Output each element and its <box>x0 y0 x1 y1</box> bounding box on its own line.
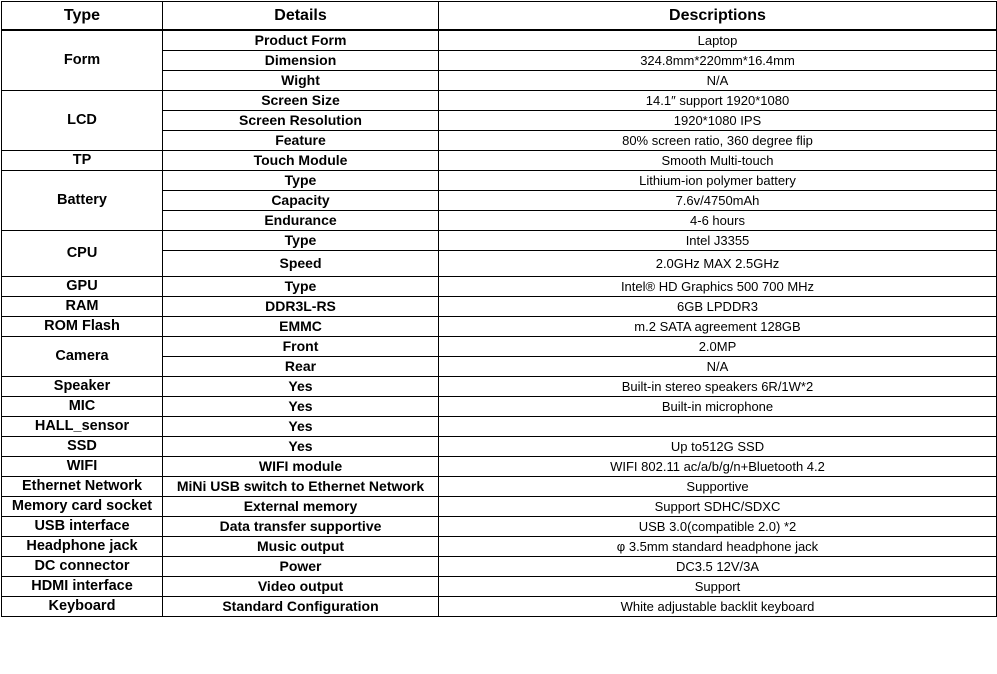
table-row <box>2 437 997 457</box>
type-cell-form: Form <box>2 30 163 91</box>
details-cell: Product Form <box>163 30 439 51</box>
table-row <box>2 317 997 337</box>
description-cell: Up to512G SSD <box>439 437 997 457</box>
details-cell: Yes <box>163 377 439 397</box>
type-cell-usb-interface: USB interface <box>2 517 163 537</box>
description-cell: 324.8mm*220mm*16.4mm <box>439 51 997 71</box>
table-row <box>2 477 997 497</box>
details-cell: Dimension <box>163 51 439 71</box>
table-row <box>2 277 997 297</box>
details-cell: Yes <box>163 397 439 417</box>
description-cell: Lithium-ion polymer battery <box>439 171 997 191</box>
details-cell: Front <box>163 337 439 357</box>
details-cell: Yes <box>163 437 439 457</box>
description-cell: USB 3.0(compatible 2.0) *2 <box>439 517 997 537</box>
description-cell <box>439 417 997 437</box>
table-row <box>2 337 997 357</box>
spec-table <box>1 1 997 617</box>
details-cell: Rear <box>163 357 439 377</box>
table-row <box>2 577 997 597</box>
description-cell: White adjustable backlit keyboard <box>439 597 997 617</box>
details-cell: Yes <box>163 417 439 437</box>
description-cell: DC3.5 12V/3A <box>439 557 997 577</box>
table-row <box>2 91 997 111</box>
table-row <box>2 517 997 537</box>
description-cell: N/A <box>439 357 997 377</box>
table-row <box>2 497 997 517</box>
details-cell: Capacity <box>163 191 439 211</box>
description-cell: 2.0MP <box>439 337 997 357</box>
type-cell-tp: TP <box>2 151 163 171</box>
table-row <box>2 297 997 317</box>
details-cell: Type <box>163 171 439 191</box>
description-cell: m.2 SATA agreement 128GB <box>439 317 997 337</box>
type-cell-ethernet-network: Ethernet Network <box>2 477 163 497</box>
table-row <box>2 457 997 477</box>
table-row <box>2 597 997 617</box>
details-cell: MiNi USB switch to Ethernet Network <box>163 477 439 497</box>
type-cell-camera: Camera <box>2 337 163 377</box>
type-cell-dc-connector: DC connector <box>2 557 163 577</box>
type-cell-memory-card-socket: Memory card socket <box>2 497 163 517</box>
table-row <box>2 171 997 191</box>
description-cell: 6GB LPDDR3 <box>439 297 997 317</box>
details-cell: Feature <box>163 131 439 151</box>
table-row <box>2 377 997 397</box>
description-cell: Laptop <box>439 30 997 51</box>
details-cell: Speed <box>163 251 439 277</box>
type-cell-keyboard: Keyboard <box>2 597 163 617</box>
description-cell: 2.0GHz MAX 2.5GHz <box>439 251 997 277</box>
description-cell: φ 3.5mm standard headphone jack <box>439 537 997 557</box>
spec-table-body <box>2 30 997 617</box>
description-cell: Support SDHC/SDXC <box>439 497 997 517</box>
details-cell: DDR3L-RS <box>163 297 439 317</box>
description-cell: Smooth Multi-touch <box>439 151 997 171</box>
description-cell: Support <box>439 577 997 597</box>
details-cell: Type <box>163 277 439 297</box>
table-row <box>2 30 997 51</box>
header-descriptions: Descriptions <box>439 2 997 31</box>
type-cell-wifi: WIFI <box>2 457 163 477</box>
details-cell: External memory <box>163 497 439 517</box>
type-cell-mic: MIC <box>2 397 163 417</box>
type-cell-speaker: Speaker <box>2 377 163 397</box>
type-cell-hall-sensor: HALL_sensor <box>2 417 163 437</box>
type-cell-ram: RAM <box>2 297 163 317</box>
table-row <box>2 557 997 577</box>
description-cell: 7.6v/4750mAh <box>439 191 997 211</box>
description-cell: 1920*1080 IPS <box>439 111 997 131</box>
table-row <box>2 151 997 171</box>
table-row <box>2 537 997 557</box>
description-cell: Intel® HD Graphics 500 700 MHz <box>439 277 997 297</box>
type-cell-rom-flash: ROM Flash <box>2 317 163 337</box>
type-cell-gpu: GPU <box>2 277 163 297</box>
details-cell: Music output <box>163 537 439 557</box>
header-details: Details <box>163 2 439 31</box>
details-cell: Wight <box>163 71 439 91</box>
details-cell: Touch Module <box>163 151 439 171</box>
details-cell: Endurance <box>163 211 439 231</box>
type-cell-ssd: SSD <box>2 437 163 457</box>
description-cell: Supportive <box>439 477 997 497</box>
description-cell: WIFI 802.11 ac/a/b/g/n+Bluetooth 4.2 <box>439 457 997 477</box>
details-cell: EMMC <box>163 317 439 337</box>
header-type: Type <box>2 2 163 31</box>
description-cell: 80% screen ratio, 360 degree flip <box>439 131 997 151</box>
description-cell: 4-6 hours <box>439 211 997 231</box>
description-cell: N/A <box>439 71 997 91</box>
table-row <box>2 397 997 417</box>
details-cell: Video output <box>163 577 439 597</box>
details-cell: Standard Configuration <box>163 597 439 617</box>
description-cell: 14.1″ support 1920*1080 <box>439 91 997 111</box>
type-cell-battery: Battery <box>2 171 163 231</box>
header-row <box>2 2 997 31</box>
table-row <box>2 231 997 251</box>
details-cell: Data transfer supportive <box>163 517 439 537</box>
details-cell: Type <box>163 231 439 251</box>
type-cell-hdmi-interface: HDMI interface <box>2 577 163 597</box>
type-cell-lcd: LCD <box>2 91 163 151</box>
description-cell: Built-in stereo speakers 6R/1W*2 <box>439 377 997 397</box>
details-cell: Screen Resolution <box>163 111 439 131</box>
type-cell-cpu: CPU <box>2 231 163 277</box>
details-cell: Power <box>163 557 439 577</box>
details-cell: Screen Size <box>163 91 439 111</box>
description-cell: Built-in microphone <box>439 397 997 417</box>
type-cell-headphone-jack: Headphone jack <box>2 537 163 557</box>
table-row <box>2 417 997 437</box>
details-cell: WIFI module <box>163 457 439 477</box>
description-cell: Intel J3355 <box>439 231 997 251</box>
